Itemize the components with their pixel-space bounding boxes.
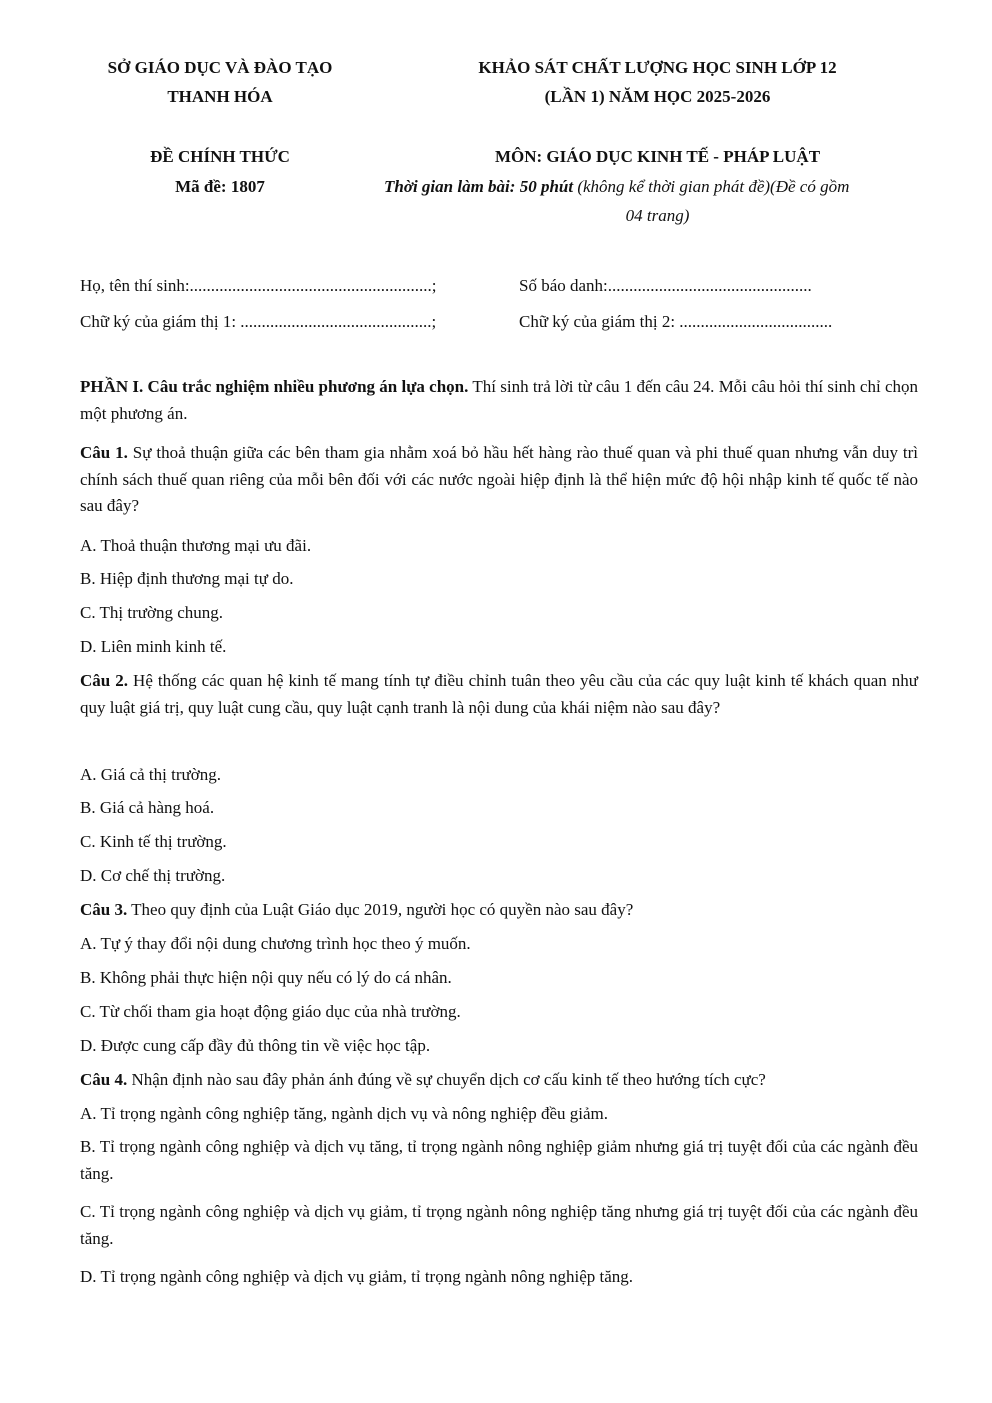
question-2-option-b: B. Giá cả hàng hoá. xyxy=(80,798,215,817)
part1-title: PHẦN I. Câu trắc nghiệm nhiều phương án lựa chọn. xyxy=(80,377,469,396)
time-note: (không kể thời gian phát đề)(Đề có gồm xyxy=(573,177,850,196)
time-line xyxy=(384,177,944,197)
question-2-option-c: C. Kinh tế thị trường. xyxy=(80,832,227,851)
question-3-option-c: C. Từ chối tham gia hoạt động giáo dục của nhà trường. xyxy=(80,1002,461,1021)
question-3 xyxy=(80,897,918,924)
question-1-option-d: D. Liên minh kinh tế. xyxy=(80,637,227,656)
question-1 xyxy=(80,440,918,520)
question-text: Hệ thống các quan hệ kinh tế mang tính tự điều chỉnh tuân theo yêu cầu của các quy luật kinh tế khách quan như quy luật giá trị, quy luật cung cầu, quy luật cạnh tranh là nội dung của khái niệm nào sau đây? xyxy=(80,671,918,717)
question-4-option-b: B. Tỉ trọng ngành công nghiệp và dịch vụ tăng, tỉ trọng ngành nông nghiệp giảm nhưng giá trị tuyệt đối của các ngành đều tăng. xyxy=(80,1137,918,1183)
page-count: 04 trang) xyxy=(625,206,690,225)
question-text: Sự thoả thuận giữa các bên tham gia nhằm xoá bỏ hầu hết hàng rào thuế quan và phi thuế quan nhưng vẫn duy trì chính sách thuế quan riêng của mỗi bên đối với các nước ngoài hiệp định là thể hiện mức độ hội nhập kinh tế quốc tế nào sau đây? xyxy=(80,443,919,516)
official-label: ĐỀ CHÍNH THỨC xyxy=(150,147,290,166)
question-3-option-a: A. Tự ý thay đổi nội dung chương trình học theo ý muốn. xyxy=(80,934,471,953)
question-1-option-b: B. Hiệp định thương mại tự do. xyxy=(80,569,294,588)
question-2 xyxy=(80,668,918,721)
question-3-option-d: D. Được cung cấp đầy đủ thông tin về việc học tập. xyxy=(80,1036,431,1055)
question-2-option-d: D. Cơ chế thị trường. xyxy=(80,866,226,885)
exam-code: Mã đề: 1807 xyxy=(175,177,265,196)
subject-title: MÔN: GIÁO DỤC KINH TẾ - PHÁP LUẬT xyxy=(494,147,821,166)
question-label: Câu 4. xyxy=(80,1070,128,1089)
question-label: Câu 1. xyxy=(80,443,128,462)
part1-heading xyxy=(80,374,918,427)
exam-title: KHẢO SÁT CHẤT LƯỢNG HỌC SINH LỚP 12 xyxy=(478,58,837,77)
question-text: Nhận định nào sau đây phản ánh đúng về sự chuyển dịch cơ cấu kinh tế theo hướng tích cực? xyxy=(127,1070,766,1089)
question-label: Câu 2. xyxy=(80,671,129,690)
supervisor1-signature-field: Chữ ký của giám thị 1: .............................................; xyxy=(80,312,437,331)
question-2-option-a: A. Giá cả thị trường. xyxy=(80,765,221,784)
question-4-option-a: A. Tỉ trọng ngành công nghiệp tăng, ngành dịch vụ và nông nghiệp đều giảm. xyxy=(80,1104,609,1123)
candidate-name-field: Họ, tên thí sinh:.........................................................; xyxy=(80,276,437,295)
question-text: Theo quy định của Luật Giáo dục 2019, người học có quyền nào sau đây? xyxy=(127,900,634,919)
question-4-option-c: C. Tỉ trọng ngành công nghiệp và dịch vụ giảm, tỉ trọng ngành nông nghiệp tăng nhưng giá trị tuyệt đối của các ngành đều tăng. xyxy=(80,1202,918,1248)
time-limit: Thời gian làm bài: 50 phút xyxy=(384,177,574,196)
question-3-option-b: B. Không phải thực hiện nội quy nếu có lý do cá nhân. xyxy=(80,968,452,987)
question-4-option-d: D. Tỉ trọng ngành công nghiệp và dịch vụ giảm, tỉ trọng ngành nông nghiệp tăng. xyxy=(80,1267,634,1286)
department-name: SỞ GIÁO DỤC VÀ ĐÀO TẠO xyxy=(107,58,333,77)
question-1-option-c: C. Thị trường chung. xyxy=(80,603,224,622)
province-name: THANH HÓA xyxy=(167,87,273,106)
candidate-id-field: Số báo danh:................................................ xyxy=(519,276,812,295)
exam-round: (LẦN 1) NĂM HỌC 2025-2026 xyxy=(544,87,771,106)
supervisor2-signature-field: Chữ ký của giám thị 2: .................................... xyxy=(519,312,833,331)
question-4 xyxy=(80,1067,918,1094)
part1-instruction: Thí sinh trả lời từ câu 1 đến câu 24. Mỗi câu hỏi thí sinh chỉ chọn một phương án. xyxy=(80,377,919,423)
question-label: Câu 3. xyxy=(80,900,128,919)
question-1-option-a: A. Thoả thuận thương mại ưu đãi. xyxy=(80,536,312,555)
